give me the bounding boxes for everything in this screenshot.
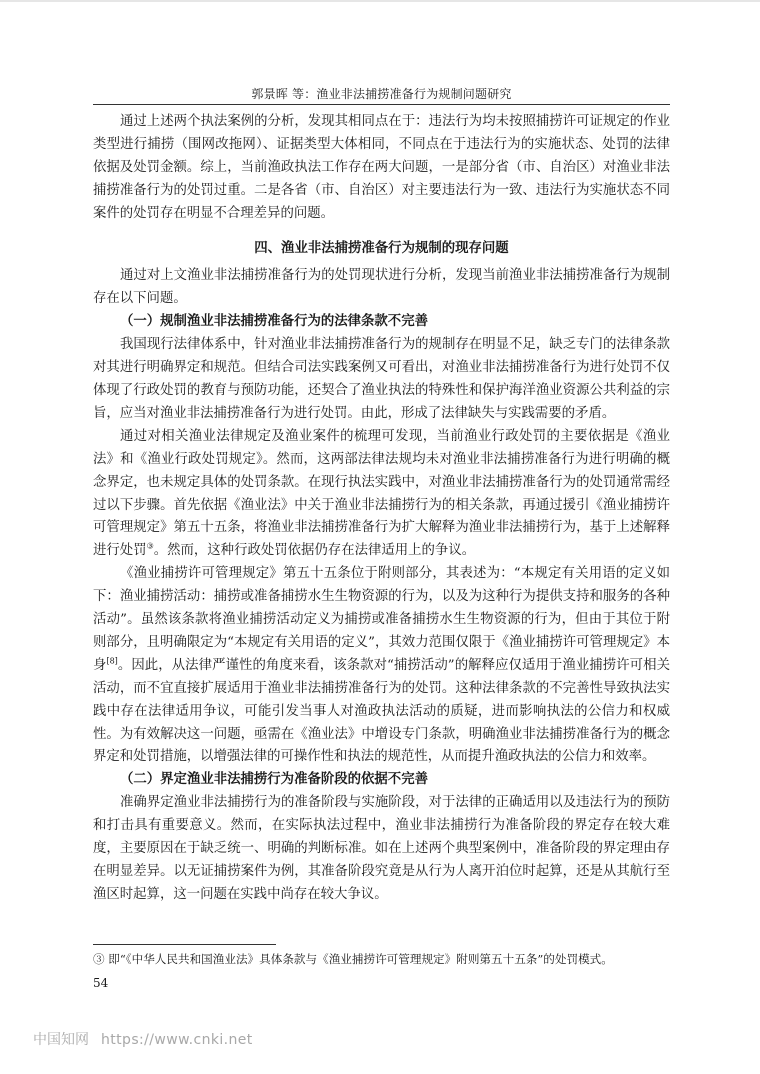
paragraph-text-end: 。因此，从法律严谨性的角度来看，该条款对“捕捞活动”的解释应仅适用于渔业捕捞许可相关活动，而不宜直接扩展适用于渔业非法捕捞准备行为的处罚。这种法律条款的不完善性导致执法实践中存在法律适用争议，可能引发当事人对渔政执法活动的质疑，进而影响执法的公信力和权威性。为有效解决这一问题，亟需在《渔业法》中增设专门条款，明确渔业非法捕捞准备行为的概念界定和处罚措施，以增强法律的可操作性和执法的规范性，从而提升渔政执法的公信力和效率。	[93, 657, 670, 765]
paragraph-text: 《渔业捕捞许可管理规定》第五十五条位于附则部分，其表述为：“本规定有关用语的定义如下：渔业捕捞活动：捕捞或准备捕捞水生生物资源的行为，以及为这种行为提供支持和服务的各种活动”。虽然该条款将渔业捕捞活动定义为捕捞或准备捕捞水生生物资源的行为，但由于其位于附则部分，且明确限定为“本规定有关用语的定义”，其效力范围仅限于《渔业捕捞许可管理规定》本身	[93, 566, 670, 673]
subsection-1-paragraph-1: 我国现行法律体系中，针对渔业非法捕捞准备行为的规制存在明显不足，缺乏专门的法律条款对其进行明确界定和规范。但结合司法实践案例又可看出，对渔业非法捕捞准备行为进行处罚不仅体现了行政处罚的教育与预防功能，还契合了渔业执法的特殊性和保护海洋渔业资源公共利益的宗旨，应当对渔业非法捕捞准备行为进行处罚。由此，形成了法律缺失与实践需要的矛盾。	[93, 337, 670, 421]
header-rule	[93, 104, 670, 105]
paragraph-text-end: 。然而，这种行政处罚依据仍存在法律适用上的争议。	[153, 543, 476, 559]
subsection-2-title: （二）界定渔业非法捕捞行为准备阶段的依据不完善	[120, 772, 428, 788]
top-edge-rule	[0, 0, 760, 2]
subsection-1-title: （一）规制渔业非法捕捞准备行为的法律条款不完善	[120, 314, 428, 330]
footnote-rule	[93, 944, 276, 945]
subsection-1-paragraph-2	[93, 426, 670, 563]
cnki-watermark	[33, 1031, 253, 1049]
paragraph-text: 通过对相关渔业法律规定及渔业案件的梳理可发现，当前渔业行政处罚的主要依据是《渔业法》和《渔业行政处罚规定》。然而，这两部法律法规均未对渔业非法捕捞准备行为进行明确的概念界定，也未规定具体的处罚条款。在现行执法实践中，对渔业非法捕捞准备行为的处罚通常需经过以下步骤。首先依据《渔业法》中关于渔业非法捕捞行为的相关条款，再通过援引《渔业捕捞许可管理规定》第五十五条，将渔业非法捕捞准备行为扩大解释为渔业非法捕捞行为，基于上述解释进行处罚	[93, 428, 670, 559]
body-text	[93, 111, 670, 907]
citation-marker[interactable]: [8]	[106, 656, 118, 666]
subsection-1-paragraph-3	[93, 563, 670, 769]
footnote-marker[interactable]: ③	[146, 541, 154, 551]
watermark-brand: 中国知网	[33, 1032, 89, 1048]
subsection-2-paragraph-1: 准确界定渔业非法捕捞行为的准备阶段与实施阶段，对于法律的正确适用以及违法行为的预防和打击具有重要意义。然而，在实际执法过程中，渔业非法捕捞行为准备阶段的界定存在较大难度，主要原因在于缺乏统一、明确的判断标准。如在上述两个典型案例中，准备阶段的界定理由存在明显差异。以无证捕捞案件为例，其准备阶段究竟是从行为人离开泊位时起算，还是从其航行至渔区时起算，这一问题在实践中尚存在较大争议。	[93, 795, 670, 902]
running-header: 郭景晖 等：渔业非法捕捞准备行为规制问题研究	[251, 87, 512, 101]
watermark-url[interactable]: https://www.cnki.net	[101, 1032, 253, 1048]
paragraph-intro: 通过上述两个执法案例的分析，发现其相同点在于：违法行为均未按照捕捞许可证规定的作业类型进行捕捞（围网改拖网）、证据类型大体相同，不同点在于违法行为的实施状态、处罚的法律依据及处罚金额。综上，当前渔政执法工作存在两大问题，一是部分省（市、自治区）对渔业非法捕捞准备行为的处罚过重。二是各省（市、自治区）对主要违法行为一致、违法行为实施状态不同案件的处罚存在明显不合理差异的问题。	[93, 114, 670, 221]
section-title: 四、渔业非法捕捞准备行为规制的现存问题	[254, 240, 509, 256]
footnote: ③ 即“《中华人民共和国渔业法》具体条款与《渔业捕捞许可管理规定》附则第五十五条”的处罚模式。	[93, 952, 613, 966]
section-intro: 通过对上文渔业非法捕捞准备行为的处罚现状进行分析，发现当前渔业非法捕捞准备行为规制存在以下问题。	[93, 268, 670, 307]
page-number: 54	[93, 976, 109, 990]
